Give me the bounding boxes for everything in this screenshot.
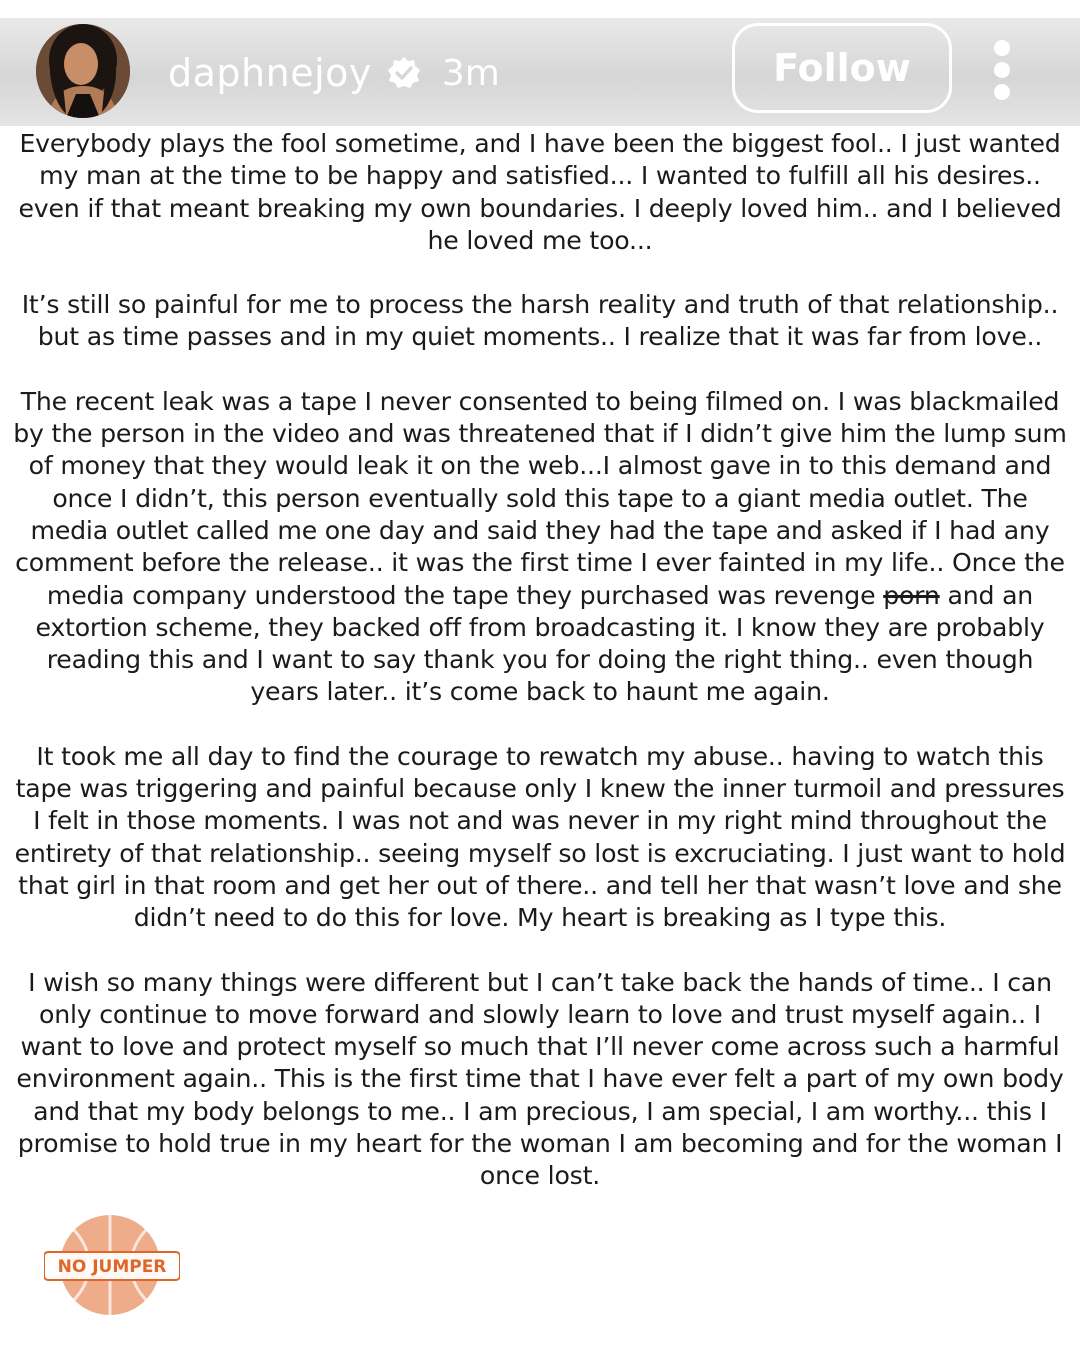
caption-paragraph-leak	[10, 386, 1070, 709]
more-dot	[994, 84, 1010, 100]
leak-text-before: The recent leak was a tape I never consented to being filmed on. I was blackmailed by the person in the video and was threatened that if I didn’t give him the lump sum of money that they would leak it on the web...I almost gave in to this demand and once I didn’t, this person eventually sold this tape to a giant media outlet. The media outlet called me one day and said they had the tape and asked if I had any comment before the release.. it was the first time I ever fainted in my life.. Once the media company understood the tape they purchased was revenge	[13, 386, 1067, 610]
verified-badge-icon	[386, 55, 422, 91]
caption-text	[10, 128, 1070, 1225]
caption-paragraph: I wish so many things were different but I can’t take back the hands of time.. I can only continue to move forward and slowly learn to love and trust myself again.. I want to love and protect myself so much that I’ll never come across such a harmful environment again.. This is the first time that I have ever felt a part of my own body and that my body belongs to me.. I am precious, I am special, I am worthy... this I promise to hold true in my heart for the woman I am becoming and for the woman I once lost.	[16, 967, 1064, 1191]
post-time: 3m	[441, 52, 500, 94]
no-jumper-watermark	[44, 1212, 180, 1318]
more-dot	[994, 62, 1010, 78]
watermark-text: NO JUMPER	[57, 1257, 167, 1277]
caption-paragraph: Everybody plays the fool sometime, and I have been the biggest fool.. I just wanted my man at the time to be happy and satisfied... I wanted to fulfill all his desires.. even if that meant breaking my own boundaries. I deeply loved him.. and I believed he loved me too...	[18, 129, 1062, 255]
avatar-photo	[36, 24, 130, 118]
basketball-logo-icon	[44, 1212, 180, 1318]
username[interactable]: daphnejoy	[168, 51, 372, 95]
struck-word: porn	[883, 580, 940, 610]
post-header	[0, 18, 1080, 126]
leak-text-after: and an extortion scheme, they backed off from broadcasting it. I know they are probably reading this and I want to say thank you for doing the right thing.. even though years later.. it’s come back to haunt me again.	[35, 580, 1045, 707]
more-dot	[994, 40, 1010, 56]
follow-button[interactable]: Follow	[732, 23, 952, 113]
more-vertical-icon[interactable]	[985, 40, 1019, 100]
username-row	[168, 48, 500, 98]
caption-paragraph: It’s still so painful for me to process the harsh reality and truth of that relationship.. but as time passes and in my quiet moments.. I realize that it was far from love..	[21, 290, 1059, 352]
profile-avatar[interactable]	[36, 24, 130, 118]
caption-paragraph: It took me all day to find the courage to rewatch my abuse.. having to watch this tape was triggering and painful because only I knew the inner turmoil and pressures I felt in those moments. I was not and was never in my right mind throughout the entirety of that relationship.. seeing myself so lost is excruciating. I just want to hold that girl in that room and get her out of there.. and tell her that wasn’t love and she didn’t need to do this for love. My heart is breaking as I type this.	[14, 741, 1066, 933]
